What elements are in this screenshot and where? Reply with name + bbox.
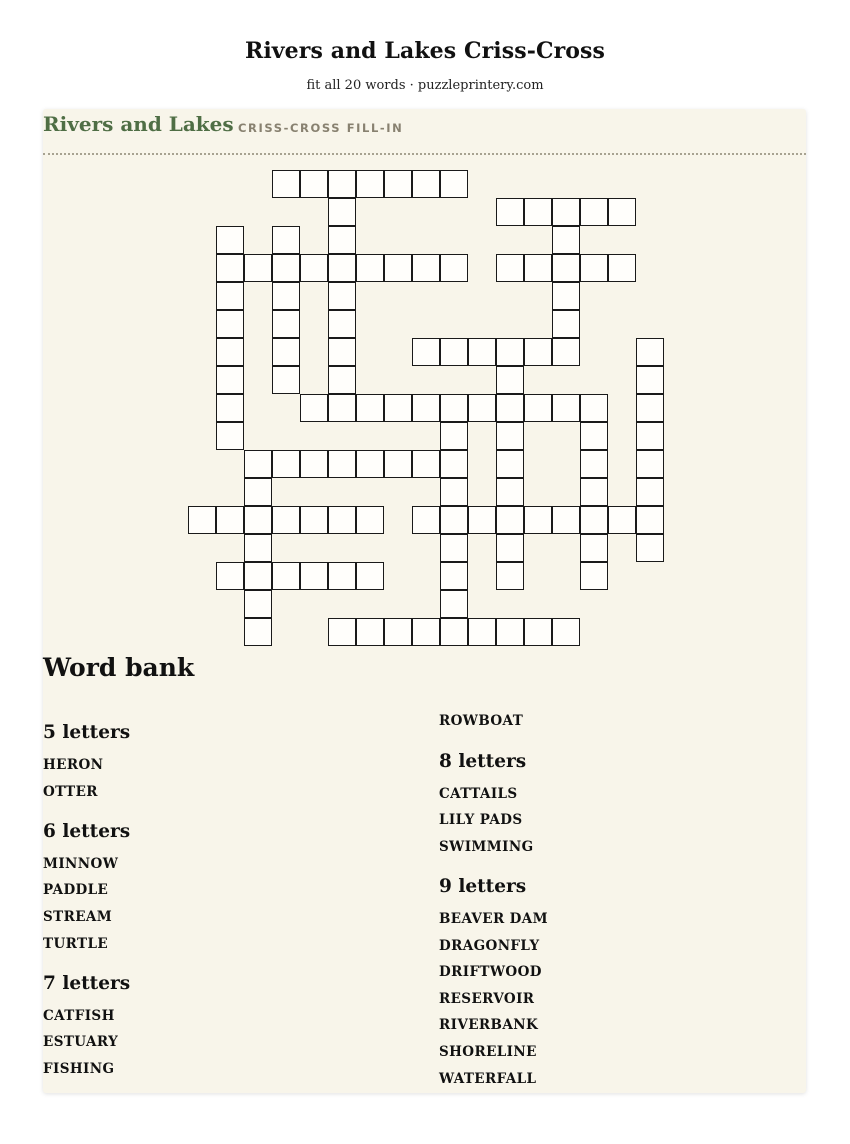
page-subtitle: fit all 20 words · puzzleprintery.com <box>306 78 544 93</box>
grid-cell <box>440 450 468 478</box>
grid-cell <box>440 338 468 366</box>
grid-cell <box>636 506 664 534</box>
card-kicker: CRISS-CROSS FILL-IN <box>238 121 404 135</box>
grid-cell <box>328 450 356 478</box>
grid-cell <box>440 618 468 646</box>
grid-cell <box>216 506 244 534</box>
grid-cell <box>636 478 664 506</box>
grid-cell <box>524 506 552 534</box>
grid-cell <box>580 478 608 506</box>
grid-cell <box>552 506 580 534</box>
grid-cell <box>188 506 216 534</box>
grid-cell <box>216 562 244 590</box>
grid-cell <box>440 394 468 422</box>
grid-cell <box>272 282 300 310</box>
word-bank-entry: RIVERBANK <box>439 1017 539 1033</box>
grid-cell <box>440 170 468 198</box>
grid-cell <box>580 198 608 226</box>
word-bank-entry: BEAVER DAM <box>439 911 549 927</box>
grid-cell <box>412 254 440 282</box>
word-group-heading: 6 letters <box>43 821 131 842</box>
grid-cell <box>272 562 300 590</box>
grid-cell <box>580 562 608 590</box>
grid-cell <box>636 338 664 366</box>
grid-cell <box>636 422 664 450</box>
grid-cell <box>440 422 468 450</box>
page-title: Rivers and Lakes Criss-Cross <box>244 38 606 64</box>
grid-cell <box>524 338 552 366</box>
grid-cell <box>244 506 272 534</box>
grid-cell <box>608 506 636 534</box>
word-bank-entry: OTTER <box>43 784 98 800</box>
grid-cell <box>328 394 356 422</box>
word-bank-entry: FISHING <box>43 1061 115 1077</box>
word-bank-entry: TURTLE <box>43 936 109 952</box>
grid-cell <box>552 338 580 366</box>
grid-cell <box>440 506 468 534</box>
grid-cell <box>328 618 356 646</box>
grid-cell <box>496 254 524 282</box>
grid-cell <box>216 282 244 310</box>
grid-cell <box>356 562 384 590</box>
grid-cell <box>636 366 664 394</box>
grid-cell <box>412 450 440 478</box>
grid-cell <box>580 422 608 450</box>
grid-cell <box>356 618 384 646</box>
grid-cell <box>496 338 524 366</box>
word-bank-entry: LILY PADS <box>439 812 523 828</box>
word-group-heading: 5 letters <box>43 722 131 743</box>
word-group-heading: 8 letters <box>439 751 527 772</box>
grid-cell <box>552 618 580 646</box>
grid-cell <box>552 310 580 338</box>
word-bank-entry: CATFISH <box>43 1008 115 1024</box>
grid-cell <box>580 450 608 478</box>
word-bank-entry: MINNOW <box>43 856 119 872</box>
grid-cell <box>552 254 580 282</box>
grid-cell <box>552 226 580 254</box>
grid-cell <box>412 170 440 198</box>
grid-cell <box>384 394 412 422</box>
grid-cell <box>524 394 552 422</box>
grid-cell <box>300 170 328 198</box>
grid-cell <box>328 198 356 226</box>
grid-cell <box>328 506 356 534</box>
word-group-heading: 9 letters <box>439 876 527 897</box>
grid-cell <box>580 506 608 534</box>
grid-cell <box>440 254 468 282</box>
grid-cell <box>496 366 524 394</box>
grid-cell <box>356 450 384 478</box>
word-bank-title: Word bank <box>43 653 195 682</box>
word-bank-entry: SHORELINE <box>439 1044 537 1060</box>
grid-cell <box>272 506 300 534</box>
grid-cell <box>244 254 272 282</box>
grid-cell <box>524 254 552 282</box>
grid-cell <box>356 254 384 282</box>
grid-cell <box>496 198 524 226</box>
grid-cell <box>384 254 412 282</box>
grid-cell <box>524 198 552 226</box>
grid-cell <box>496 394 524 422</box>
grid-cell <box>384 170 412 198</box>
grid-cell <box>272 254 300 282</box>
grid-cell <box>468 394 496 422</box>
grid-cell <box>328 562 356 590</box>
grid-cell <box>328 170 356 198</box>
word-bank-entry: STREAM <box>43 909 113 925</box>
grid-cell <box>272 310 300 338</box>
grid-cell <box>440 562 468 590</box>
grid-cell <box>328 282 356 310</box>
word-bank-entry: PADDLE <box>43 882 109 898</box>
grid-cell <box>272 450 300 478</box>
grid-cell <box>244 590 272 618</box>
word-bank-entry: RESERVOIR <box>439 991 535 1007</box>
grid-cell <box>496 506 524 534</box>
word-bank-entry: SWIMMING <box>439 839 534 855</box>
grid-cell <box>356 394 384 422</box>
grid-cell <box>272 226 300 254</box>
grid-cell <box>356 506 384 534</box>
grid-cell <box>300 254 328 282</box>
grid-cell <box>272 170 300 198</box>
card-title: Rivers and Lakes <box>43 112 234 136</box>
grid-cell <box>440 590 468 618</box>
grid-cell <box>272 338 300 366</box>
grid-cell <box>468 618 496 646</box>
grid-cell <box>468 338 496 366</box>
grid-cell <box>496 534 524 562</box>
grid-cell <box>300 562 328 590</box>
word-group-heading: 7 letters <box>43 973 131 994</box>
grid-cell <box>216 338 244 366</box>
grid-cell <box>580 394 608 422</box>
grid-cell <box>216 366 244 394</box>
grid-cell <box>552 394 580 422</box>
grid-cell <box>496 450 524 478</box>
grid-cell <box>272 366 300 394</box>
grid-cell <box>496 478 524 506</box>
word-bank-entry: ESTUARY <box>43 1034 119 1050</box>
grid-cell <box>384 450 412 478</box>
grid-cell <box>496 422 524 450</box>
grid-cell <box>328 366 356 394</box>
grid-cell <box>244 534 272 562</box>
grid-cell <box>440 478 468 506</box>
grid-cell <box>300 506 328 534</box>
grid-cell <box>580 254 608 282</box>
grid-cell <box>216 310 244 338</box>
grid-cell <box>608 254 636 282</box>
grid-cell <box>468 506 496 534</box>
word-bank-entry: WATERFALL <box>439 1071 537 1087</box>
word-bank-entry: DRIFTWOOD <box>439 964 542 980</box>
grid-cell <box>328 254 356 282</box>
word-bank-entry: HERON <box>43 757 104 773</box>
grid-cell <box>636 394 664 422</box>
word-bank-entry: CATTAILS <box>439 786 518 802</box>
grid-cell <box>552 198 580 226</box>
grid-cell <box>244 478 272 506</box>
grid-cell <box>300 394 328 422</box>
grid-cell <box>608 198 636 226</box>
grid-cell <box>216 422 244 450</box>
grid-cell <box>412 506 440 534</box>
grid-cell <box>412 338 440 366</box>
grid-cell <box>412 394 440 422</box>
grid-cell <box>552 282 580 310</box>
grid-cell <box>496 562 524 590</box>
grid-cell <box>636 534 664 562</box>
grid-cell <box>580 534 608 562</box>
grid-cell <box>412 618 440 646</box>
grid-cell <box>636 450 664 478</box>
grid-cell <box>216 254 244 282</box>
grid-cell <box>300 450 328 478</box>
grid-cell <box>496 618 524 646</box>
grid-cell <box>244 450 272 478</box>
word-bank-entry: ROWBOAT <box>439 713 524 729</box>
grid-cell <box>216 394 244 422</box>
grid-cell <box>440 534 468 562</box>
grid-cell <box>328 226 356 254</box>
word-bank-entry: DRAGONFLY <box>439 938 540 954</box>
grid-cell <box>328 338 356 366</box>
grid-cell <box>356 170 384 198</box>
grid-cell <box>216 226 244 254</box>
puzzle-card <box>43 109 806 1093</box>
grid-cell <box>524 618 552 646</box>
grid-cell <box>384 618 412 646</box>
crossword-grid <box>43 109 806 669</box>
grid-cell <box>244 618 272 646</box>
grid-cell <box>328 310 356 338</box>
grid-cell <box>244 562 272 590</box>
